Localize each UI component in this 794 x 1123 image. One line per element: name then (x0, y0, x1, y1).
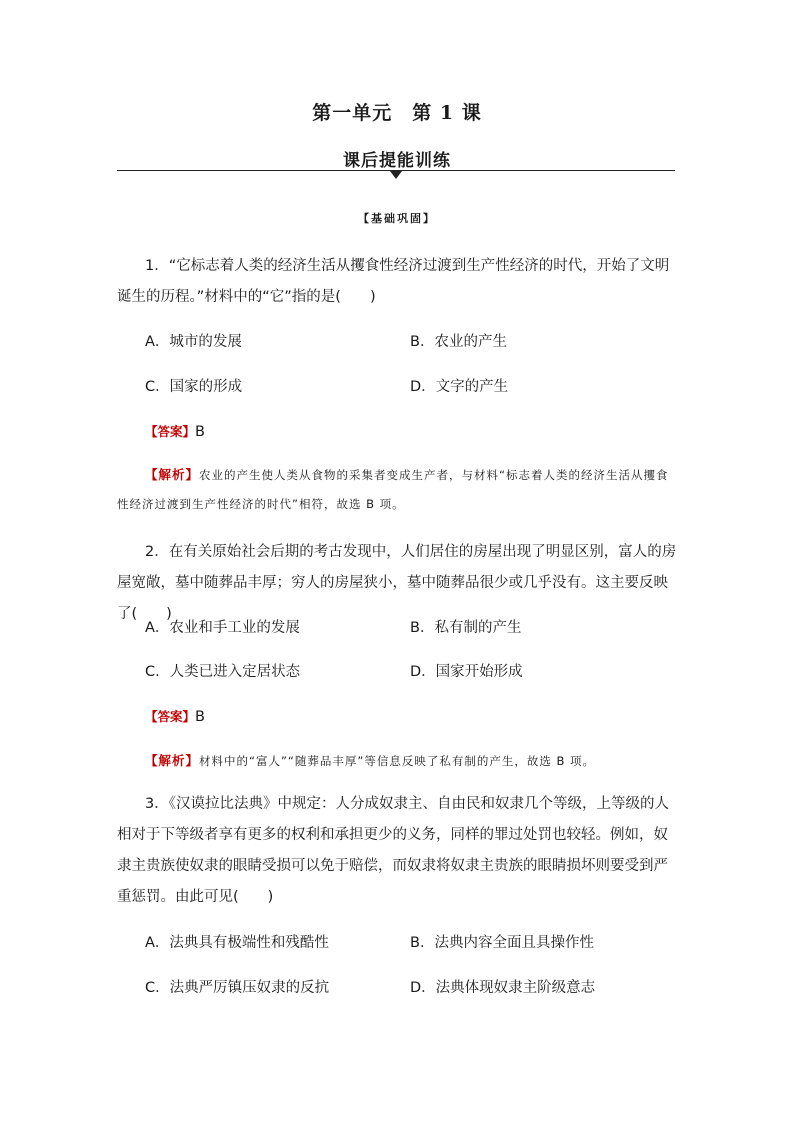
answer-tag: 【答案】 (145, 424, 196, 439)
question-3-option-b: B．法典内容全面且具操作性 (410, 935, 594, 951)
question-1-option-c: C．国家的形成 (145, 379, 243, 395)
page-subtitle: 课后提能训练 (343, 151, 451, 171)
question-2-option-c: C．人类已进入定居状态 (145, 664, 301, 680)
section-heading: 【基础巩固】 (358, 212, 436, 225)
question-2-answer (145, 707, 205, 727)
analysis-text: 农业的产生使人类从食物的采集者变成生产者，与材料“标志着人类的经济生活从攫食性经济过渡到生产性经济的时代”相符，故选 B 项。 (117, 468, 669, 511)
question-3-option-a: A．法典具有极端性和残酷性 (145, 935, 329, 951)
answer-value: B (195, 709, 205, 725)
question-1-option-b: B．农业的产生 (410, 334, 507, 350)
analysis-tag: 【解析】 (145, 467, 200, 482)
question-2-option-a: A．农业和手工业的发展 (145, 620, 300, 636)
page-title: 第一单元 第 1 课 (312, 102, 482, 124)
question-1-option-a: A．城市的发展 (145, 334, 242, 350)
question-2-option-d: D．国家开始形成 (410, 664, 523, 680)
question-1-option-d: D．文字的产生 (410, 379, 509, 395)
answer-value: B (195, 424, 205, 440)
analysis-text: 材料中的“富人”“随葬品丰厚”等信息反映了私有制的产生，故选 B 项。 (199, 754, 596, 768)
question-1-analysis (117, 460, 677, 519)
question-3-stem: 3．《汉谟拉比法典》中规定：人分成奴隶主、自由民和奴隶几个等级，上等级的人相对于下等级者享有更多的权利和承担更少的义务，同样的罪过处罚也较轻。例如，奴隶主贵族使奴隶的眼睛受损可以免于赔偿，而奴隶将奴隶主贵族的眼睛损坏则要受到严重惩罚。由此可见( ) (117, 796, 669, 905)
question-2-analysis (117, 746, 677, 776)
question-1-stem: 1．“它标志着人类的经济生活从攫食性经济过渡到生产性经济的时代，开始了文明诞生的历程。”材料中的“它”指的是( ) (117, 258, 670, 305)
analysis-tag: 【解析】 (145, 753, 200, 768)
down-triangle-icon (390, 171, 402, 179)
answer-tag: 【答案】 (145, 709, 196, 724)
question-2-option-b: B．私有制的产生 (410, 620, 522, 636)
question-3-option-c: C．法典严厉镇压奴隶的反抗 (145, 980, 330, 996)
question-2-stem: 2．在有关原始社会后期的考古发现中，人们居住的房屋出现了明显区别，富人的房屋宽敞，墓中随葬品丰厚；穷人的房屋狭小，墓中随葬品很少或几乎没有。这主要反映了( ) (117, 544, 677, 622)
question-1-answer (145, 422, 205, 442)
question-3-option-d: D．法典体现奴隶主阶级意志 (410, 980, 596, 996)
